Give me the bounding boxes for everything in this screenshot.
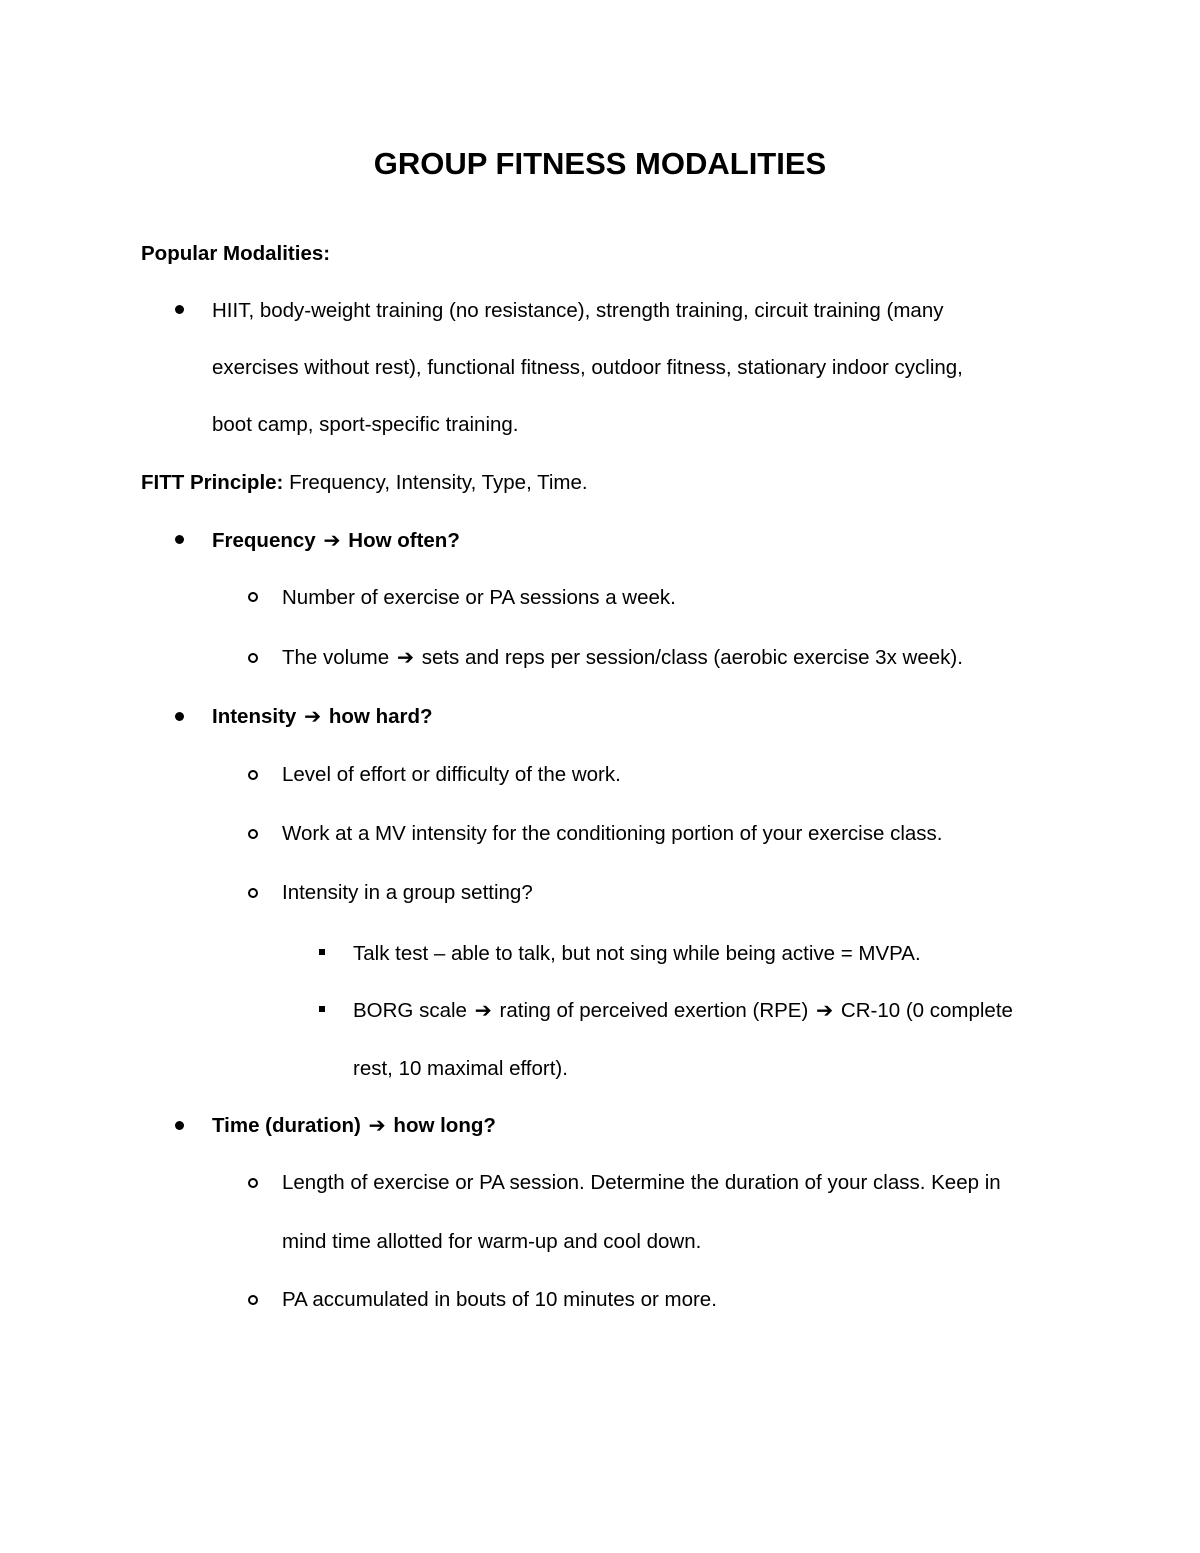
time-item-2: PA accumulated in bouts of 10 minutes or more. xyxy=(282,1288,717,1311)
arrow-icon: ➔ xyxy=(396,646,414,669)
frequency-term: Frequency xyxy=(212,529,316,552)
intensity-item-2: Work at a MV intensity for the conditioning portion of your exercise class. xyxy=(282,822,943,845)
circle-bullet-icon xyxy=(248,770,258,780)
arrow-icon: ➔ xyxy=(368,1114,386,1137)
popular-line-3: boot camp, sport-specific training. xyxy=(212,413,519,436)
frequency-question: How often? xyxy=(348,529,460,552)
time-term: Time (duration) xyxy=(212,1114,361,1137)
square-bullet-icon xyxy=(319,1006,325,1012)
fitt-text: Frequency, Intensity, Type, Time. xyxy=(283,471,588,494)
bullet-icon xyxy=(175,535,184,544)
intensity-item-1: Level of effort or difficulty of the work. xyxy=(282,763,621,786)
volume-before: The volume xyxy=(282,646,390,669)
borg-line-cont: rest, 10 maximal effort). xyxy=(353,1057,568,1080)
arrow-icon: ➔ xyxy=(816,999,834,1022)
fitt-label: FITT Principle: xyxy=(141,471,284,494)
circle-bullet-icon xyxy=(248,888,258,898)
arrow-icon: ➔ xyxy=(323,529,341,552)
time-item-1-cont: mind time allotted for warm-up and cool down. xyxy=(282,1230,702,1253)
borg-scale: BORG scale xyxy=(353,999,467,1022)
time-item-1: Length of exercise or PA session. Determine the duration of your class. Keep in xyxy=(282,1171,1001,1194)
square-bullet-icon xyxy=(319,949,325,955)
bullet-icon xyxy=(175,1121,184,1130)
bullet-icon xyxy=(175,305,184,314)
frequency-item-1: Number of exercise or PA sessions a week. xyxy=(282,586,676,609)
circle-bullet-icon xyxy=(248,1178,258,1188)
page-title: GROUP FITNESS MODALITIES xyxy=(373,146,827,181)
intensity-item-3: Intensity in a group setting? xyxy=(282,881,533,904)
frequency-heading xyxy=(212,527,460,555)
fitt-line xyxy=(141,469,588,497)
circle-bullet-icon xyxy=(248,653,258,663)
borg-line xyxy=(353,997,1013,1025)
volume-after: sets and reps per session/class (aerobic exercise 3x week). xyxy=(421,646,963,669)
borg-cr10: CR-10 (0 complete xyxy=(840,999,1013,1022)
intensity-term: Intensity xyxy=(212,705,297,728)
frequency-item-2 xyxy=(282,644,963,672)
intensity-question: how hard? xyxy=(328,705,433,728)
circle-bullet-icon xyxy=(248,592,258,602)
popular-line-1: HIIT, body-weight training (no resistance), strength training, circuit training (many xyxy=(212,299,944,322)
time-heading xyxy=(212,1112,496,1140)
arrow-icon: ➔ xyxy=(474,999,492,1022)
intensity-heading xyxy=(212,703,433,731)
talk-test-line: Talk test – able to talk, but not sing while being active = MVPA. xyxy=(353,942,921,965)
circle-bullet-icon xyxy=(248,829,258,839)
bullet-icon xyxy=(175,712,184,721)
time-question: how long? xyxy=(393,1114,496,1137)
popular-line-2: exercises without rest), functional fitness, outdoor fitness, stationary indoor cycling, xyxy=(212,356,963,379)
popular-heading: Popular Modalities: xyxy=(141,242,331,265)
circle-bullet-icon xyxy=(248,1295,258,1305)
borg-rpe: rating of perceived exertion (RPE) xyxy=(499,999,809,1022)
arrow-icon: ➔ xyxy=(304,705,322,728)
